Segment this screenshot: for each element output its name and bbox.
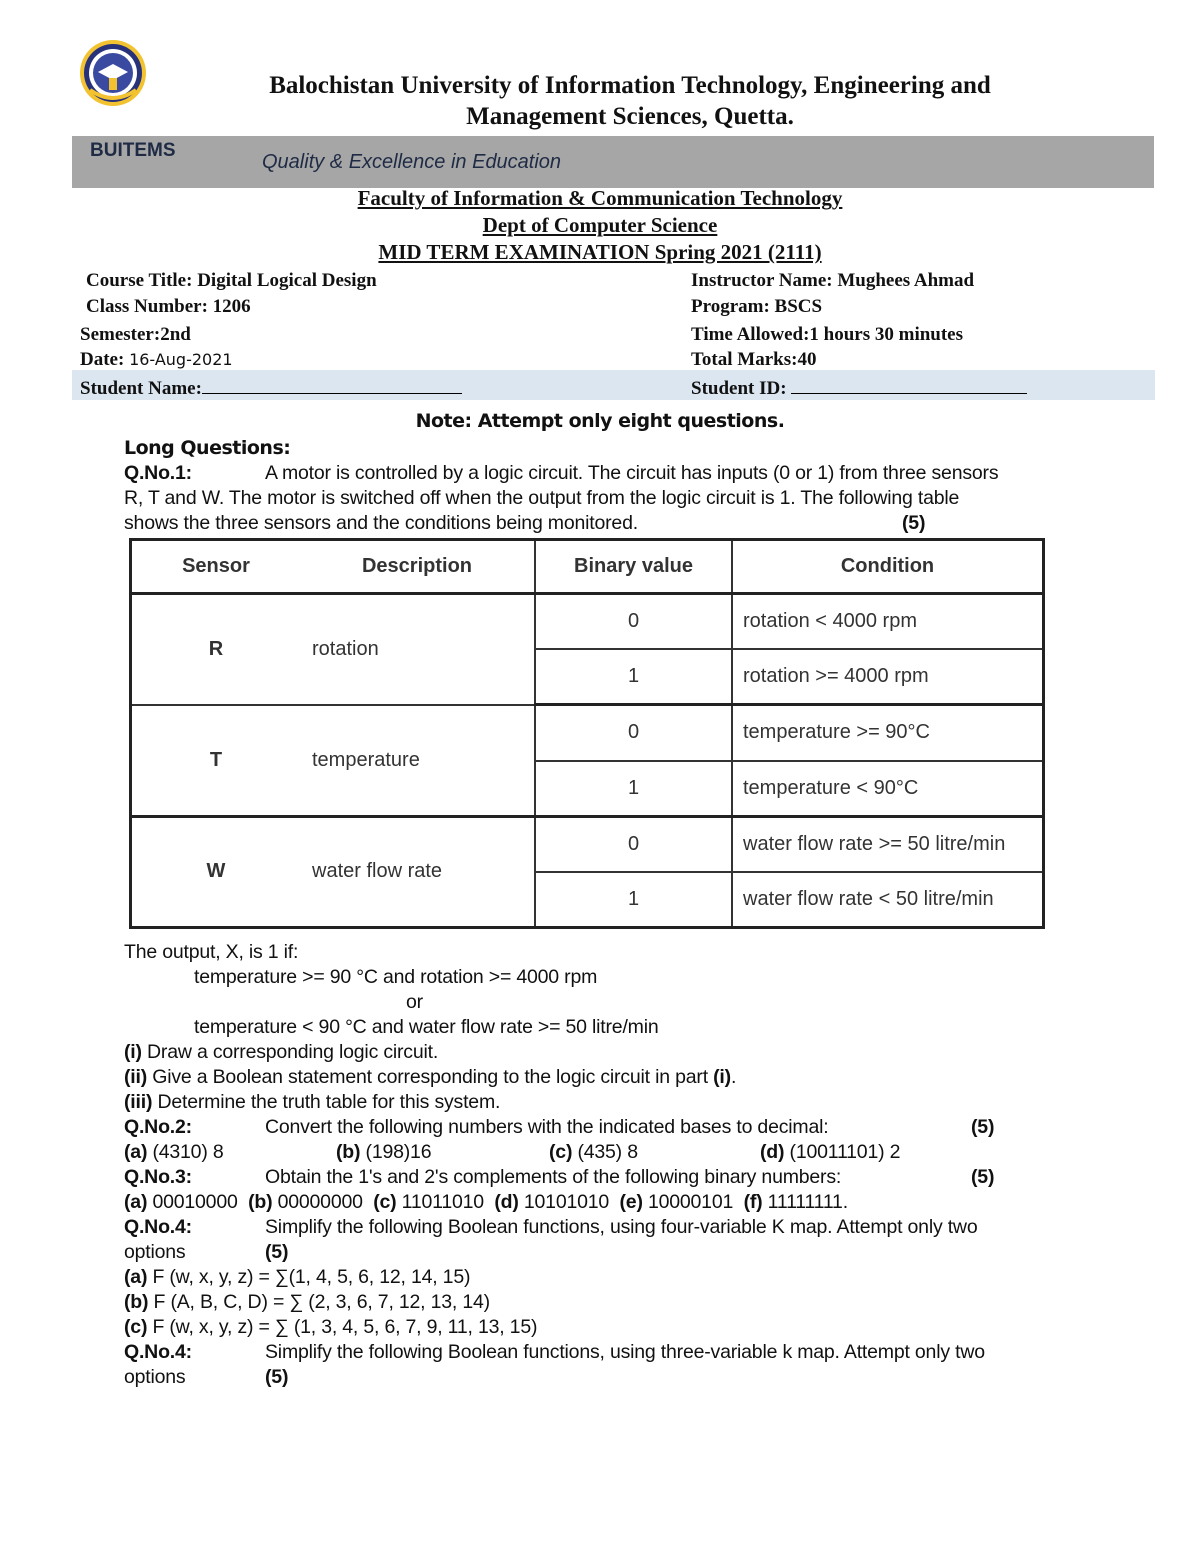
header-banner xyxy=(72,136,1154,188)
question-marks: (5) xyxy=(265,1366,289,1388)
question-4: Q.No.4: Simplify the following Boolean functions, using four-variable K map. Attempt only two xyxy=(124,1216,978,1238)
student-id-field[interactable]: Student ID: xyxy=(691,377,1027,400)
question-4-options-line: options (5) xyxy=(124,1241,289,1263)
binary-cell: 0 xyxy=(535,816,732,872)
question-3: Q.No.3: Obtain the 1's and 2's complements of the following binary numbers: (5) xyxy=(124,1166,995,1188)
question-3-options: (a) 00010000 (b) 00000000 (c) 11011010 (d) 10101010 (e) 10000101 (f) 11111111. xyxy=(124,1191,848,1213)
long-questions-heading: Long Questions: xyxy=(124,437,291,459)
student-name-blank[interactable] xyxy=(202,377,462,394)
university-title xyxy=(150,70,1110,132)
condition-cell: temperature >= 90°C xyxy=(732,705,1044,761)
table-header: Binary value xyxy=(535,540,732,594)
question-4-option-a: (a) F (w, x, y, z) = ∑(1, 4, 5, 6, 12, 14, 15) xyxy=(124,1266,471,1288)
binary-cell: 1 xyxy=(535,649,732,705)
output-intro: The output, X, is 1 if: xyxy=(124,941,299,963)
question-4-option-c: (c) F (w, x, y, z) = ∑ (1, 3, 4, 5, 6, 7, 9, 11, 13, 15) xyxy=(124,1316,538,1338)
sensor-cell: W xyxy=(131,816,301,927)
university-abbreviation: BUITEMS xyxy=(90,140,176,161)
class-number: Class Number: 1206 xyxy=(86,296,251,317)
table-row xyxy=(131,816,1044,872)
part-iii: (iii) Determine the truth table for this system. xyxy=(124,1091,501,1113)
description-cell: water flow rate xyxy=(300,816,535,927)
table-row xyxy=(131,705,1044,761)
question-number: Q.No.3: xyxy=(124,1166,192,1188)
question-marks: (5) xyxy=(265,1241,289,1263)
condition-cell: rotation < 4000 rpm xyxy=(732,594,1044,650)
instructor-name: Instructor Name: Mughees Ahmad xyxy=(691,270,975,291)
question-2: Q.No.2: Convert the following numbers with the indicated bases to decimal: (5) xyxy=(124,1116,995,1138)
table-row xyxy=(131,594,1044,650)
university-logo xyxy=(78,38,148,108)
total-marks: Total Marks:40 xyxy=(691,349,817,370)
binary-cell: 1 xyxy=(535,872,732,928)
student-name-field[interactable]: Student Name: xyxy=(80,377,462,400)
part-i: (i) Draw a corresponding logic circuit. xyxy=(124,1041,439,1063)
question-number: Q.No.4: xyxy=(124,1341,192,1363)
table-header: Sensor xyxy=(131,540,301,594)
university-title-line2: Management Sciences, Quetta. xyxy=(466,103,794,130)
program: Program: BSCS xyxy=(691,296,823,317)
binary-cell: 0 xyxy=(535,594,732,650)
department-name: Dept of Computer Science xyxy=(482,213,718,237)
question-marks: (5) xyxy=(971,1116,995,1138)
table-header: Description xyxy=(300,540,535,594)
condition-1: temperature >= 90 °C and rotation >= 4000 rpm xyxy=(194,966,598,988)
semester: Semester:2nd xyxy=(80,324,191,345)
condition-cell: water flow rate >= 50 litre/min xyxy=(732,816,1044,872)
binary-cell: 0 xyxy=(535,705,732,761)
university-title-line1: Balochistan University of Information Technology, Engineering and xyxy=(269,72,991,99)
part-ii: (ii) Give a Boolean statement corresponding to the logic circuit in part (i). xyxy=(124,1066,737,1088)
question-1-body xyxy=(124,940,1124,1390)
condition-cell: temperature < 90°C xyxy=(732,761,1044,817)
question-1-intro: Q.No.1: A motor is controlled by a logic circuit. The circuit has inputs (0 or 1) from three sensors R, T and W. The motor is switched off when the output from the logic circuit is 1. The following table shows the three sensors and the conditions being monitored. (5) xyxy=(124,462,999,534)
description-cell: temperature xyxy=(300,705,535,816)
university-motto: Quality & Excellence in Education xyxy=(262,151,562,173)
or-text: or xyxy=(406,991,423,1013)
question-5-options-line: options (5) xyxy=(124,1366,289,1388)
sensor-cell: T xyxy=(131,705,301,816)
question-marks: (5) xyxy=(971,1166,995,1188)
exam-title: MID TERM EXAMINATION Spring 2021 (2111) xyxy=(378,240,822,264)
question-2-options: (a) (4310) 8 (b) (198)16 (c) (435) 8 (d) (10011101) 2 xyxy=(124,1141,901,1163)
table-header: Condition xyxy=(732,540,1044,594)
condition-2: temperature < 90 °C and water flow rate >= 50 litre/min xyxy=(194,1016,659,1038)
question-number: Q.No.2: xyxy=(124,1116,192,1138)
condition-cell: water flow rate < 50 litre/min xyxy=(732,872,1044,928)
time-allowed: Time Allowed:1 hours 30 minutes xyxy=(691,324,964,345)
question-5: Q.No.4: Simplify the following Boolean functions, using three-variable k map. Attempt only two xyxy=(124,1341,985,1363)
question-marks: (5) xyxy=(902,512,926,534)
question-number: Q.No.1: xyxy=(124,462,192,484)
table-header-row xyxy=(131,540,1044,594)
description-cell: rotation xyxy=(300,594,535,705)
sensor-table xyxy=(129,538,1045,929)
sensor-cell: R xyxy=(131,594,301,705)
question-4-option-b: (b) F (A, B, C, D) = ∑ (2, 3, 6, 7, 12, 13, 14) xyxy=(124,1291,490,1313)
exam-note: Note: Attempt only eight questions. xyxy=(415,410,785,432)
course-title: Course Title: Digital Logical Design xyxy=(86,270,377,291)
question-number: Q.No.4: xyxy=(124,1216,192,1238)
binary-cell: 1 xyxy=(535,761,732,817)
student-id-blank[interactable] xyxy=(791,377,1027,394)
condition-cell: rotation >= 4000 rpm xyxy=(732,649,1044,705)
exam-date: Date: 16-Aug-2021 xyxy=(80,349,233,370)
faculty-name: Faculty of Information & Communication Technology xyxy=(357,186,843,210)
